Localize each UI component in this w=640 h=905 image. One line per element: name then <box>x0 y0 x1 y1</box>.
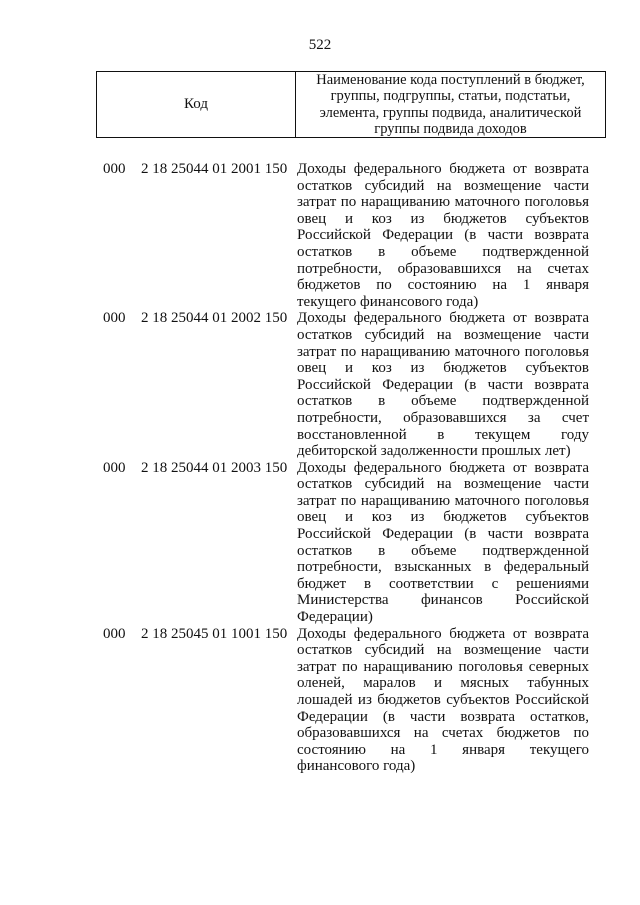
budget-code: 2 18 25045 01 1001 150 <box>141 625 288 642</box>
header-code-cell: Код <box>97 72 296 137</box>
budget-code: 2 18 25044 01 2001 150 <box>141 161 288 177</box>
admin-code: 000 <box>103 459 126 476</box>
header-name-cell: Наименование кода поступлений в бюджет, группы, подгруппы, статьи, подстатьи, элемента, группы подвида, аналитической группы подвида доходов <box>316 71 585 137</box>
page-number: 522 <box>308 37 332 53</box>
row-description: Доходы федерального бюджета от возврата остатков субсидий на возмещение части затрат по наращиванию маточного поголовья овец и коз из бюджетов субъектов Российской Федерации (в части возврата остатков в объеме подтвержденной потребности, образовавшихся за счет восстановленной в текущем году дебиторской задолженности прошлых лет) <box>297 310 589 460</box>
admin-code: 000 <box>103 310 126 327</box>
row-description: Доходы федерального бюджета от возврата остатков субсидий на возмещение части затрат по наращиванию маточного поголовья овец и коз из бюджетов субъектов Российской Федерации (в части возврата остатков в объеме подтвержденной потребности, образовавшихся на счетах бюджетов по состоянию на 1 января текущего финансового года) <box>297 161 589 310</box>
budget-code: 2 18 25044 01 2003 150 <box>141 459 288 476</box>
admin-code: 000 <box>103 161 126 177</box>
budget-code: 2 18 25044 01 2002 150 <box>141 310 288 327</box>
table-header <box>96 71 606 138</box>
table-row <box>0 310 640 459</box>
row-description: Доходы федерального бюджета от возврата остатков субсидий на возмещение части затрат по наращиванию маточного поголовья овец и коз из бюджетов субъектов Российской Федерации (в части возврата остатков в объеме подтвержденной потребности, взысканных в федеральный бюджет в соответствии с решениями Министерства финансов Российской Федерации) <box>297 459 589 626</box>
admin-code: 000 <box>103 625 126 642</box>
table-body <box>0 161 640 775</box>
table-row <box>0 460 640 626</box>
table-row <box>0 626 640 775</box>
row-description: Доходы федерального бюджета от возврата остатков субсидий на возмещение части затрат по наращиванию поголовья северных оленей, маралов и мясных табунных лошадей из бюджетов субъектов Российской Федерации (в части возврата остатков, образовавшихся на счетах бюджетов по состоянию на 1 января текущего финансового года) <box>297 625 589 775</box>
table-row <box>0 161 640 310</box>
